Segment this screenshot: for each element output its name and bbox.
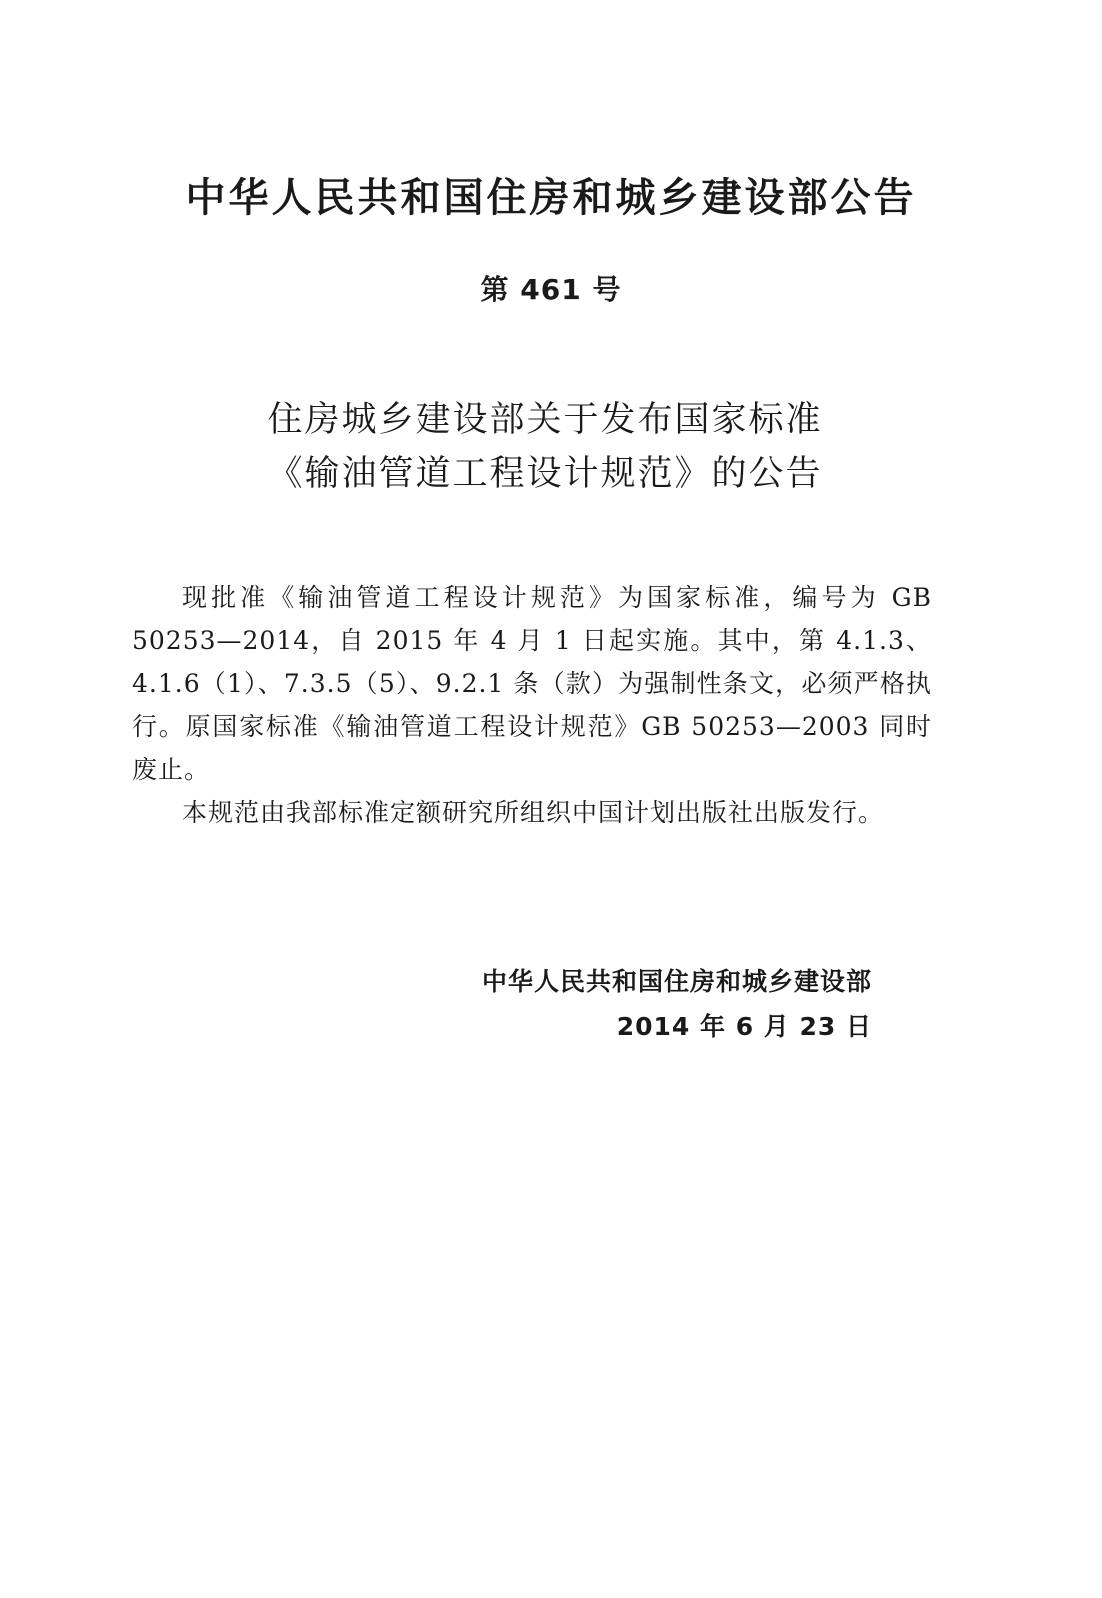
- signature-date: 2014 年 6 月 23 日: [616, 1012, 872, 1041]
- announcement-body: [132, 576, 932, 834]
- announcement-number: 第 461 号: [480, 273, 622, 306]
- main-title: 中华人民共和国住房和城乡建设部公告: [185, 175, 917, 221]
- body-paragraph-1: 现批准《输油管道工程设计规范》为国家标准，编号为 GB 50253—2014，自 2015 年 4 月 1 日起实施。其中，第 4.1.3、4.1.6（1）、7.3.5（5）、9.2.1 条（款）为强制性条文，必须严格执行。原国家标准《输油管道工程设计规范》GB 50253—2003 同时废止。: [132, 583, 932, 784]
- subtitle-line-2: 《输油管道工程设计规范》的公告: [267, 454, 823, 494]
- body-paragraph-2: 本规范由我部标准定额研究所组织中国计划出版社出版发行。: [182, 798, 885, 827]
- subtitle-line-1: 住房城乡建设部关于发布国家标准: [267, 400, 823, 440]
- signature-organization: 中华人民共和国住房和城乡建设部: [481, 967, 872, 996]
